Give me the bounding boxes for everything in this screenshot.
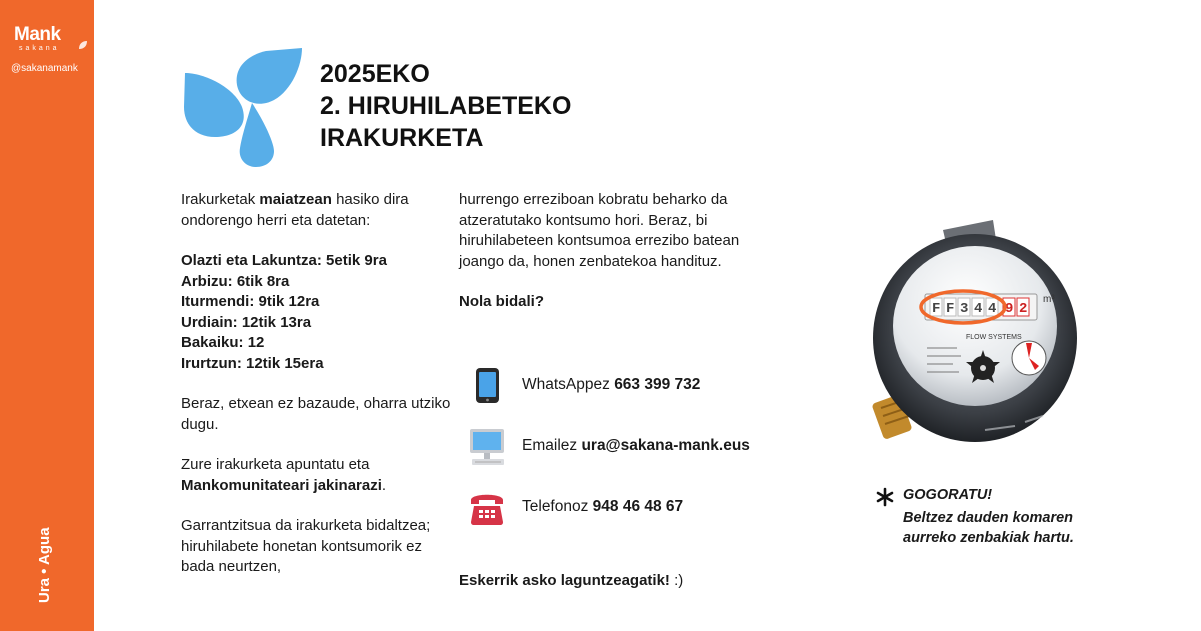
- reminder-heading: GOGORATU!: [903, 487, 993, 503]
- contact-text: Emailez ura@sakana-mank.eus: [522, 437, 750, 454]
- write-paragraph: Zure irakurketa apuntatu eta Mankomunitateari jakinarazi.: [181, 456, 387, 494]
- contact-telephone: [459, 486, 779, 530]
- telephone-icon: [459, 486, 507, 530]
- phone-icon: [459, 364, 507, 408]
- contact-text: Telefonoz 948 46 48 67: [522, 498, 684, 515]
- schedule-item: Olazti eta Lakuntza: 5etik 9ra: [181, 252, 387, 269]
- thanks-line: Eskerrik asko laguntzeagatik! :): [459, 572, 684, 589]
- counter-digit: 4: [974, 301, 983, 317]
- social-handle: @sakanamank: [11, 63, 78, 74]
- telephone-number[interactable]: 948 46 48 67: [592, 498, 684, 515]
- whatsapp-number[interactable]: 663 399 732: [614, 376, 701, 393]
- water-meter-image: [865, 218, 1085, 458]
- schedule-item: Irurtzun: 12tik 15era: [181, 354, 324, 372]
- logo-word: Mank: [14, 24, 61, 45]
- reminder-body: Beltzez dauden komaren aurreko zenbakiak hartu.: [903, 510, 1074, 546]
- contact-text: WhatsAppez 663 399 732: [522, 376, 701, 393]
- computer-icon: [459, 425, 507, 469]
- meter-brand: FLOW SYSTEMS: [966, 334, 1022, 341]
- contact-whatsapp: [459, 364, 779, 408]
- counter-digit: 2: [1019, 301, 1028, 317]
- schedule-list: [181, 251, 451, 374]
- red-dial: [1012, 341, 1046, 375]
- page-title: [320, 58, 571, 154]
- intro-paragraph: Irakurketak maiatzean hasiko dira ondorengo herri eta datetan:: [181, 191, 409, 229]
- title-line-2: 2. HIRUHILABETEKO: [320, 92, 572, 120]
- counter-digit: F: [932, 301, 941, 317]
- important-paragraph: Garrantzitsua da irakurketa bidaltzea; hiruhilabete honetan kontsumorik ez bada neurtzen,: [181, 517, 431, 575]
- absence-note: Beraz, etxean ez bazaude, oharra utziko dugu.: [181, 395, 451, 433]
- contact-email: [459, 425, 779, 469]
- send-heading: Nola bidali?: [459, 293, 545, 310]
- asterisk-icon: [875, 487, 895, 507]
- counter-digit: 4: [988, 301, 997, 317]
- text-column-2: [459, 190, 749, 313]
- counter-digit: F: [946, 301, 955, 317]
- title-line-1: 2025EKO: [320, 60, 430, 88]
- schedule-item: Bakaiku: 12: [181, 334, 265, 351]
- schedule-item: Arbizu: 6tik 8ra: [181, 272, 290, 290]
- counter-digit: 3: [960, 301, 969, 317]
- title-line-3: IRAKURKETA: [320, 124, 484, 152]
- brand-sidebar: [0, 0, 94, 631]
- schedule-item: Urdiain: 12tik 13ra: [181, 313, 312, 331]
- text-column-1: [181, 190, 451, 578]
- section-label: Ura • Agua: [36, 527, 53, 603]
- leaf-icon: [78, 40, 88, 50]
- important-continuation: hurrengo erreziboan kobratu beharko da atzeratutako kontsumo hori. Beraz, bi hiruhilabeteen kontsumoa errezibo batean joango da, honen zenbatekoa handituz.: [459, 191, 740, 270]
- logo-subtitle: sakana: [19, 45, 60, 52]
- email-address[interactable]: ura@sakana-mank.eus: [581, 437, 750, 454]
- water-drops-icon: [182, 45, 307, 170]
- schedule-item: Iturmendi: 9tik 12ra: [181, 293, 320, 310]
- meter-unit: m³: [1043, 294, 1055, 305]
- counter-digit: 9: [1005, 301, 1014, 317]
